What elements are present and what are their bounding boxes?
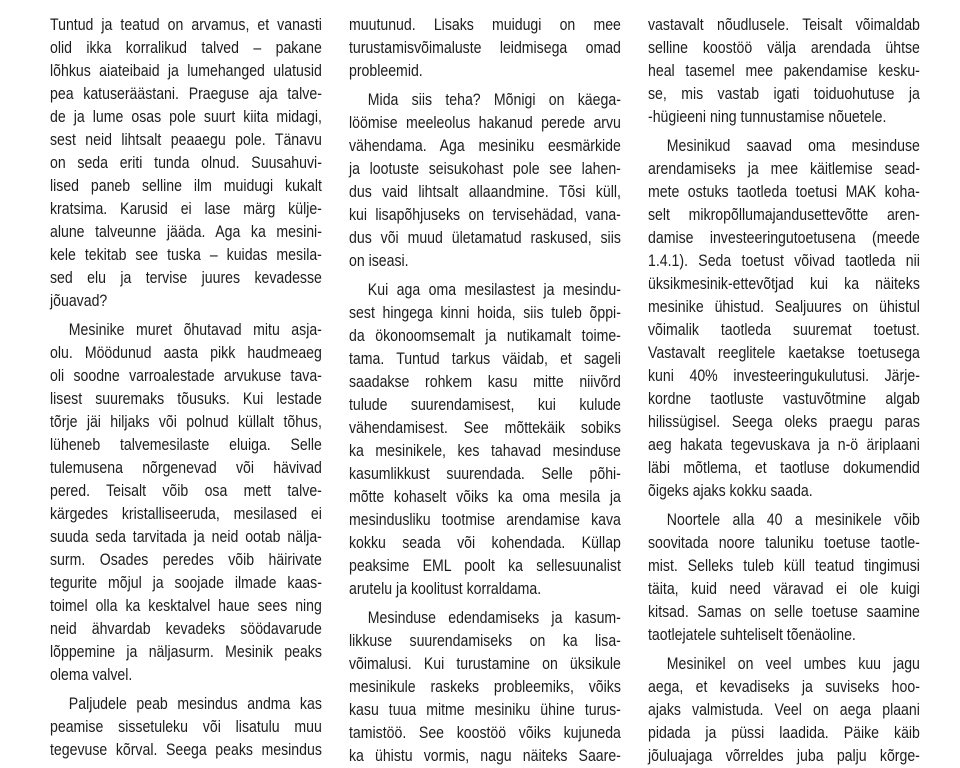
text-line: vähendamisest. See mõttekäik sobiks [349,419,621,437]
text-line: alune talveunne jääda. Aga ka mesini- [50,223,322,241]
text-line: pidada ja püssi laadida. Päike käib [648,724,920,742]
text-line: mesinike ühistud. Sealjuures on ühistul [648,298,920,316]
text-line: Paljudele peab mesindus andma kas [68,695,322,713]
text-line: tegurite mõjul ja soojade ilmade kaas- [50,574,322,592]
text-line: kokku seada või kohendada. Küllap [349,534,621,552]
text-line: kratsima. Karusid ei lase märg külje- [50,200,322,218]
text-line: heal tasemel mee pakendamise kesku- [648,62,920,80]
text-line: kasu tuua mitme mesiniku ühine turus- [349,701,621,719]
text-line: võimalusi. Kui turustamine on üksikule [349,655,621,673]
text-line: dus või muud ületamatud raskused, siis [349,229,621,247]
text-line: suuda seda tarvitada ja neid ootab nälja- [50,528,322,546]
text-line: vähendama. Aga mesiniku eesmärkide [349,137,621,155]
text-line: mesinikule raskeks probleemiks, võiks [349,678,621,696]
text-line: täita, kuid need väravad ei ole kuigi [648,580,920,598]
text-line: olu. Möödunud aasta pikk haudmeaeg [50,344,322,362]
text-line: Mida siis teha? Mõnigi on käega- [367,91,621,109]
text-line: Mesinike muret õhutavad mitu asja- [68,321,322,339]
text-line: lõhkus aiateibaid ja lumehanged ulatusid [50,62,322,80]
text-line: olid ikka korralikud talved – pakane [50,39,322,57]
text-line: tulemusena nõrgenevad või hävivad [50,459,322,477]
text-line: läbi mõtlema, et taotluse dokumendid [648,459,920,477]
text-line: tegevuse kõrval. Seega peaks mesindus [50,741,322,759]
text-line: Mesinikud saavad oma mesinduse [666,137,920,155]
text-line: soovitada noore taluniku toetuse taotle- [648,534,920,552]
text-line: Noortele alla 40 a mesinikele võib [666,511,920,529]
text-line: ka mesinikele, kes tahavad mesinduse [349,442,621,460]
text-line: mesindusliku tootmise arendamise kava [349,511,621,529]
text-line: saadakse rohkem kasu mitte niivõrd [349,373,621,391]
text-line: selt mikropõllumajandusettevõtte aren- [648,206,920,224]
text-line: tulude suurendamisest, kui kulude [349,396,621,414]
text-line: kordne taotluste vastuvõtmine algab [648,390,920,408]
paragraph [50,14,322,313]
text-line: kärgedes kristalliseeruda, mesilased ei [50,505,322,523]
text-line: se, mis vastab igati toiduohutuse ja [648,85,920,103]
text-line: arendamiseks ja mee käitlemise sead- [648,160,920,178]
text-column-3-content [648,14,920,768]
paragraph [50,693,322,762]
text-line: Kui aga oma mesilastest ja mesindu- [367,281,621,299]
paragraph [648,653,920,768]
text-line: toimel olla ka kesktalvel haue sees ning [50,597,322,615]
text-line: lised paneb selline ilm muidugi kukalt [50,177,322,195]
text-line: dus vaid lihtsalt allaandmine. Tõsi küll, [349,183,621,201]
paragraph [349,89,621,273]
text-line: kui lisapõhjuseks on tervisehädad, vana- [349,206,621,224]
text-line: olema valvel. [50,666,133,684]
text-line: peamise sissetuleku või lisatulu muu [50,718,322,736]
text-line: ka ühistu vormis, nagu näiteks Saare- [349,747,621,765]
text-line: sest neid lihtsalt peaaegu pole. Tänavu [50,131,322,149]
text-line: neid ähvardab kevadeks söödavarude [50,620,322,638]
text-line: Vastavalt reeglitele kaetakse toetusega [648,344,920,362]
text-column-3 [648,14,920,765]
text-line: võimalik taotleda suuremat toetust. [648,321,920,339]
text-line: üksikmesinik-ettevõtjad kui ka näiteks [648,275,920,293]
text-line: Tuntud ja teatud on arvamus, et vanasti [50,16,322,34]
text-line: taotlejatele suhteliselt tõenäoline. [648,626,856,644]
text-line: sed elu ja tervise juures kevadesse [50,269,322,287]
text-line: mõtte kohaselt võiks ka oma mesila ja [349,488,621,506]
text-column-2-content [349,14,621,768]
text-line: -hügieeni ning tunnustamise nõuetele. [648,108,887,126]
text-line: oli soodne varroalestade arvukuse tava- [50,367,322,385]
text-column-1 [50,14,322,759]
text-line: vastavalt nõudlusele. Teisalt võimaldab [648,16,920,34]
text-line: pea katuseräästani. Praeguse aja talve- [50,85,322,103]
text-line: lüheneb talvemesilaste eluiga. Selle [50,436,322,454]
text-line: Mesinduse edendamiseks ja kasum- [367,609,621,627]
text-line: likkuse suurendamiseks on ka lisa- [349,632,621,650]
text-line: tama. Tuntud tarkus väidab, et sageli [349,350,621,368]
text-line: surm. Osades peredes võib häirivate [50,551,322,569]
text-line: arutelu ja koolitust korraldama. [349,580,542,598]
paragraph [648,509,920,647]
text-line: lõppemine ja näljasurm. Mesinik peaks [50,643,322,661]
text-line: kasumlikkust suurendada. Selle põhi- [349,465,621,483]
text-line: mete ostuks taotleda toetusi MAK koha- [648,183,920,201]
paragraph [50,319,322,687]
text-line: õigeks ajaks kokku saada. [648,482,813,500]
text-line: turustamisvõimaluste leidmisega omad [349,39,621,57]
text-line: tamistöö. See koostöö võiks kujuneda [349,724,621,742]
text-line: kitsad. Samas on selle toetuse saamine [648,603,920,621]
text-column-2 [349,14,621,765]
paragraph [648,14,920,129]
text-line: kele tekitab see tuska – kuidas mesila- [50,246,322,264]
text-line: mist. Selleks tuleb küll teatud tingimusi [648,557,920,575]
text-line: löömise meeleolus hakanud perede arvu [349,114,621,132]
text-line: ajaks valmistuda. Veel on aega plaani [648,701,920,719]
text-column-1-content [50,14,322,762]
text-line: da ökonoomsemalt ja nutikamalt toime- [349,327,621,345]
text-line: selline koostöö välja arendada ühtse [648,39,920,57]
text-line: ja lootuste seisukohast pole see lahen- [349,160,621,178]
paragraph [349,279,621,601]
text-line: hilissügisel. Seega oleks praegu paras [648,413,920,431]
paragraph [349,14,621,83]
text-line: on seda eriti tunda olnud. Suusahuvi- [50,154,322,172]
text-line: aeg hakata tegevuskava ja n-ö äriplaani [648,436,920,454]
text-line: lisest suuremaks tõusuks. Kui lestade [50,390,322,408]
text-line: peaksime EML poolt ka sellesuunalist [349,557,621,575]
text-line: pered. Teisalt võib osa mett talve- [50,482,322,500]
text-line: aega, et kevadiseks ja suviseks hoo- [648,678,920,696]
text-line: jõuluajaga võrreldes juba palju kõrge- [648,747,920,765]
text-line: sest hingega kinni hoida, siis tuleb õppi- [349,304,621,322]
paragraph [349,607,621,768]
text-line: muutunud. Lisaks muidugi on mee [349,16,621,34]
text-line: Mesinikel on veel umbes kuu jagu [666,655,920,673]
text-line: tõrje jäi hiljaks või polnud küllalt tõhus, [50,413,322,431]
text-line: kuni 40% investeeringukulutusi. Järje- [648,367,920,385]
paragraph [648,135,920,503]
text-line: jõuavad? [50,292,108,310]
text-line: damise investeeringutoetusena (meede [648,229,920,247]
text-line: probleemid. [349,62,423,80]
text-line: 1.4.1). Seda toetust võivad taotleda nii [648,252,920,270]
text-line: on iseasi. [349,252,409,270]
text-line: de ja lume osas pole suurt kiita midagi, [50,108,322,126]
